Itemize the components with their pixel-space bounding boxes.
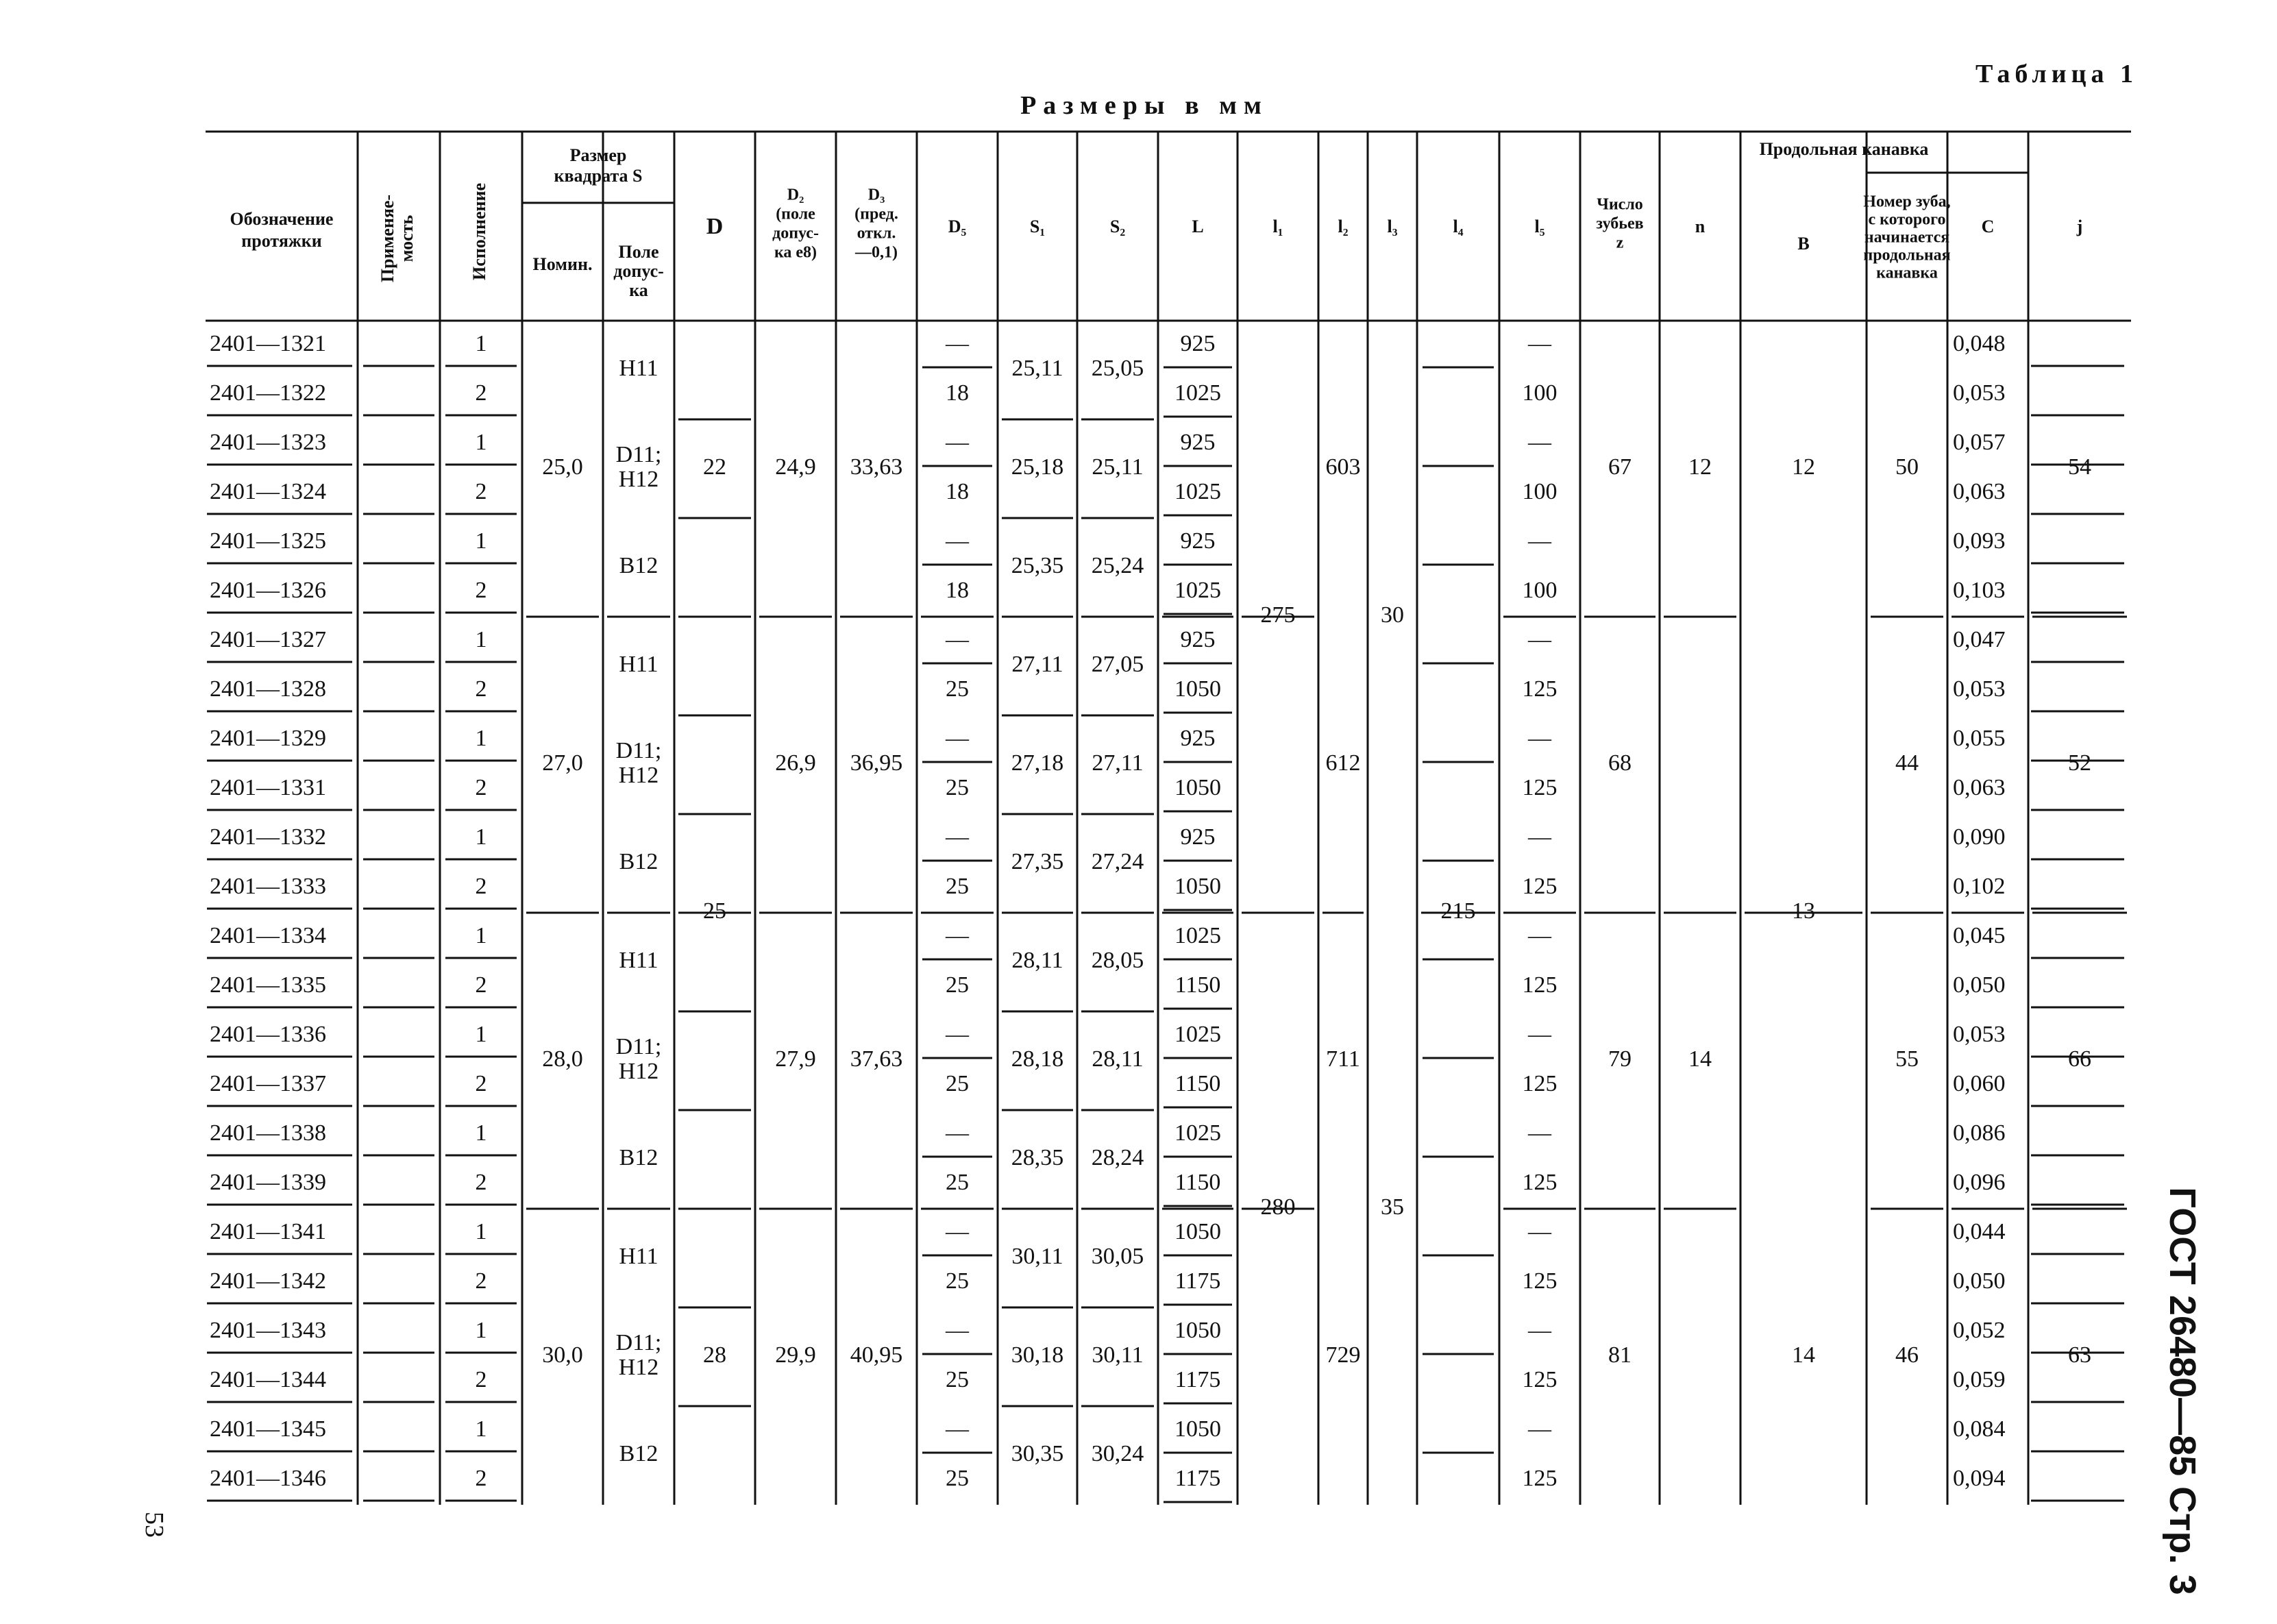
l-6: 1025	[1174, 577, 1221, 603]
l-8: 1050	[1174, 676, 1221, 702]
version-20: 2	[475, 1268, 487, 1294]
teeth-2: 68	[1608, 750, 1632, 776]
d5-9: —	[946, 725, 969, 751]
teeth-4: 81	[1608, 1342, 1632, 1368]
l5-10: 125	[1522, 774, 1558, 800]
d5-1: —	[946, 330, 969, 356]
designation-17: 2401—1338	[210, 1120, 326, 1146]
groove-start-2: 44	[1895, 750, 1919, 776]
l-4: 1025	[1174, 478, 1221, 504]
c-22: 0,059	[1953, 1366, 2006, 1392]
version-16: 2	[475, 1070, 487, 1096]
designation-20: 2401—1342	[210, 1268, 326, 1294]
tolerance-8-b: H12	[618, 1058, 659, 1084]
header-l: L	[1192, 216, 1204, 236]
header-nominal: Номин.	[532, 254, 593, 274]
groove-start-1: 50	[1895, 454, 1919, 480]
groove-start-3: 55	[1895, 1046, 1919, 1072]
d5-7: —	[946, 626, 969, 652]
s2-5: 27,11	[1092, 750, 1144, 776]
n-1: 12	[1688, 454, 1712, 480]
s1-12: 30,35	[1011, 1440, 1064, 1466]
c-23: 0,084	[1953, 1416, 2006, 1442]
tolerance-10: H11	[619, 1243, 659, 1269]
b-1: 12	[1792, 454, 1815, 480]
c-17: 0,086	[1953, 1120, 2006, 1146]
header-s1: S₁	[1029, 216, 1046, 236]
l3-1: 30	[1381, 602, 1404, 628]
d5-6: 18	[946, 577, 969, 603]
designation-7: 2401—1327	[210, 626, 326, 652]
dimensions-table	[206, 129, 2131, 1542]
s1-11: 30,18	[1011, 1342, 1064, 1368]
tolerance-11-b: H12	[618, 1354, 659, 1380]
d5-11: —	[946, 824, 969, 850]
header-tolerance-field-line-2: допус-	[613, 260, 664, 281]
version-24: 2	[475, 1465, 487, 1491]
l2-2: 612	[1325, 750, 1361, 776]
version-15: 1	[475, 1021, 487, 1047]
s1-9: 28,35	[1011, 1144, 1064, 1170]
header-j: j	[2076, 216, 2083, 236]
s2-7: 28,05	[1091, 947, 1144, 973]
designation-23: 2401—1345	[210, 1416, 326, 1442]
groove-start-4: 46	[1895, 1342, 1919, 1368]
d3-1: 33,63	[850, 454, 903, 480]
header-n: n	[1695, 216, 1706, 236]
header-l2: l₂	[1338, 216, 1349, 236]
d5-16: 25	[946, 1070, 969, 1096]
version-12: 2	[475, 873, 487, 899]
version-8: 2	[475, 676, 487, 702]
c-1: 0,048	[1953, 330, 2006, 356]
d5-21: —	[946, 1317, 969, 1343]
d5-5: —	[946, 528, 969, 554]
c-4: 0,063	[1953, 478, 2006, 504]
header-designation-line-2: протяжки	[241, 230, 322, 251]
c-19: 0,044	[1953, 1218, 2006, 1244]
version-17: 1	[475, 1120, 487, 1146]
l2-4: 729	[1325, 1342, 1361, 1368]
header-tolerance-field-line-3: ка	[629, 280, 648, 300]
l5-2: 100	[1522, 380, 1558, 406]
tolerance-7: H11	[619, 947, 659, 973]
designation-24: 2401—1346	[210, 1465, 326, 1491]
s1-4: 27,11	[1011, 651, 1063, 677]
version-6: 2	[475, 577, 487, 603]
l5-22: 125	[1522, 1366, 1558, 1392]
header-l1: l₁	[1272, 216, 1283, 236]
j-3: 66	[2068, 1046, 2091, 1072]
l5-4: 100	[1522, 478, 1558, 504]
header-d2-line-2: (поле	[776, 205, 815, 223]
designation-21: 2401—1343	[210, 1317, 326, 1343]
d-2: 25	[703, 898, 726, 924]
table-grid-lines	[206, 132, 2131, 1505]
c-13: 0,045	[1953, 922, 2006, 948]
tolerance-5-b: H12	[618, 762, 659, 788]
l5-24: 125	[1522, 1465, 1558, 1491]
header-groove: Продольная канавка	[1759, 138, 1929, 159]
header-groove-start-line-1: Номер зуба,	[1863, 193, 1951, 211]
s2-9: 28,24	[1091, 1144, 1144, 1170]
tolerance-4: H11	[619, 651, 659, 677]
header-d: D	[706, 213, 724, 239]
l5-9: —	[1528, 725, 1551, 751]
header-groove-start-line-4: продольная	[1863, 246, 1951, 264]
d3-4: 40,95	[850, 1342, 903, 1368]
d5-8: 25	[946, 676, 969, 702]
designation-8: 2401—1328	[210, 676, 326, 702]
designation-11: 2401—1332	[210, 824, 326, 850]
header-l5: l₅	[1534, 216, 1545, 236]
l5-21: —	[1528, 1317, 1551, 1343]
version-22: 2	[475, 1366, 487, 1392]
l5-11: —	[1528, 824, 1551, 850]
s1-7: 28,11	[1011, 947, 1063, 973]
designation-16: 2401—1337	[210, 1070, 326, 1096]
version-18: 2	[475, 1169, 487, 1195]
version-14: 2	[475, 972, 487, 998]
l5-17: —	[1528, 1120, 1551, 1146]
version-21: 1	[475, 1317, 487, 1343]
header-applicability-line-1: Применяе-	[377, 194, 397, 283]
d5-12: 25	[946, 873, 969, 899]
version-23: 1	[475, 1416, 487, 1442]
tolerance-2-a: D11;	[615, 441, 662, 467]
l-15: 1025	[1174, 1021, 1221, 1047]
header-tolerance-field-line-1: Поле	[618, 241, 659, 262]
c-21: 0,052	[1953, 1317, 2006, 1343]
l-18: 1150	[1174, 1169, 1221, 1195]
version-11: 1	[475, 824, 487, 850]
designation-18: 2401—1339	[210, 1169, 326, 1195]
d5-14: 25	[946, 972, 969, 998]
l-20: 1175	[1174, 1268, 1221, 1294]
header-d3-line-1: D₃	[867, 186, 885, 204]
d-3: 28	[703, 1342, 726, 1368]
l-12: 1050	[1174, 873, 1221, 899]
header-square-size-line-1: Размер	[569, 145, 627, 165]
d5-18: 25	[946, 1169, 969, 1195]
j-4: 63	[2068, 1342, 2091, 1368]
designation-12: 2401—1333	[210, 873, 326, 899]
s2-2: 25,11	[1092, 454, 1144, 480]
l2-3: 711	[1326, 1046, 1360, 1072]
tolerance-5-a: D11;	[615, 737, 662, 763]
l5-13: —	[1528, 922, 1551, 948]
n-2: 14	[1688, 1046, 1712, 1072]
l5-1: —	[1528, 330, 1551, 356]
table-header	[230, 139, 2083, 300]
s2-11: 30,11	[1092, 1342, 1144, 1368]
c-15: 0,053	[1953, 1021, 2006, 1047]
l-5: 925	[1180, 528, 1216, 554]
header-teeth-count-line-3: z	[1616, 234, 1624, 252]
version-1: 1	[475, 330, 487, 356]
d5-2: 18	[946, 380, 969, 406]
l5-5: —	[1528, 528, 1551, 554]
l-13: 1025	[1174, 922, 1221, 948]
c-8: 0,053	[1953, 676, 2006, 702]
header-d3-line-3: откл.	[857, 224, 896, 243]
c-12: 0,102	[1953, 873, 2006, 899]
header-d2-line-1: D₂	[787, 186, 804, 204]
teeth-1: 67	[1608, 454, 1632, 480]
s1-1: 25,11	[1011, 355, 1063, 381]
l5-19: —	[1528, 1218, 1551, 1244]
version-4: 2	[475, 478, 487, 504]
l-3: 925	[1180, 429, 1216, 455]
tolerance-8-a: D11;	[615, 1033, 662, 1059]
l-24: 1175	[1174, 1465, 1221, 1491]
l-11: 925	[1180, 824, 1216, 850]
b-3: 14	[1792, 1342, 1815, 1368]
table-label: Таблица 1	[1975, 60, 2138, 88]
c-16: 0,060	[1953, 1070, 2006, 1096]
header-l4: l₄	[1453, 216, 1464, 236]
tolerance-1: H11	[619, 355, 659, 381]
s1-5: 27,18	[1011, 750, 1064, 776]
tolerance-9: B12	[619, 1144, 659, 1170]
s1-2: 25,18	[1011, 454, 1064, 480]
c-14: 0,050	[1953, 972, 2006, 998]
d3-2: 36,95	[850, 750, 903, 776]
l5-16: 125	[1522, 1070, 1558, 1096]
d5-3: —	[946, 429, 969, 455]
d5-22: 25	[946, 1366, 969, 1392]
c-20: 0,050	[1953, 1268, 2006, 1294]
j-1: 54	[2068, 454, 2091, 480]
c-6: 0,103	[1953, 577, 2006, 603]
l-1: 925	[1180, 330, 1216, 356]
tolerance-6: B12	[619, 848, 659, 874]
designation-2: 2401—1322	[210, 380, 326, 406]
designation-1: 2401—1321	[210, 330, 326, 356]
nominal-3: 28,0	[542, 1046, 583, 1072]
version-7: 1	[475, 626, 487, 652]
l5-3: —	[1528, 429, 1551, 455]
designation-13: 2401—1334	[210, 922, 326, 948]
l5-12: 125	[1522, 873, 1558, 899]
designation-19: 2401—1341	[210, 1218, 326, 1244]
d5-23: —	[946, 1416, 969, 1442]
d5-4: 18	[946, 478, 969, 504]
l-10: 1050	[1174, 774, 1221, 800]
b-2: 13	[1792, 898, 1815, 924]
header-applicability-line-2: мость	[396, 214, 417, 262]
d5-17: —	[946, 1120, 969, 1146]
header-designation-line-1: Обозначение	[230, 208, 334, 229]
designation-6: 2401—1326	[210, 577, 326, 603]
l1-1: 275	[1260, 602, 1296, 628]
s2-1: 25,05	[1091, 355, 1144, 381]
version-3: 1	[475, 429, 487, 455]
d2-1: 24,9	[775, 454, 816, 480]
s1-6: 27,35	[1011, 848, 1064, 874]
header-d3-line-4: —0,1)	[855, 243, 898, 262]
l5-18: 125	[1522, 1169, 1558, 1195]
designation-15: 2401—1336	[210, 1021, 326, 1047]
c-11: 0,090	[1953, 824, 2006, 850]
d2-2: 26,9	[775, 750, 816, 776]
l3-2: 35	[1381, 1194, 1404, 1220]
l5-14: 125	[1522, 972, 1558, 998]
teeth-3: 79	[1608, 1046, 1632, 1072]
designation-3: 2401—1323	[210, 429, 326, 455]
s2-6: 27,24	[1091, 848, 1144, 874]
nominal-2: 27,0	[542, 750, 583, 776]
c-5: 0,093	[1953, 528, 2006, 554]
l5-7: —	[1528, 626, 1551, 652]
tolerance-11-a: D11;	[615, 1329, 662, 1355]
l5-6: 100	[1522, 577, 1558, 603]
c-24: 0,094	[1953, 1465, 2006, 1491]
l5-20: 125	[1522, 1268, 1558, 1294]
l5-23: —	[1528, 1416, 1551, 1442]
s2-10: 30,05	[1091, 1243, 1144, 1269]
header-d2-line-3: допус-	[772, 224, 819, 243]
header-s2: S₂	[1109, 216, 1126, 236]
header-b: B	[1797, 233, 1810, 254]
s2-3: 25,24	[1091, 552, 1144, 578]
s2-12: 30,24	[1091, 1440, 1144, 1466]
version-5: 1	[475, 528, 487, 554]
d5-20: 25	[946, 1268, 969, 1294]
d2-3: 27,9	[775, 1046, 816, 1072]
l5-8: 125	[1522, 676, 1558, 702]
designation-10: 2401—1331	[210, 774, 326, 800]
l-21: 1050	[1174, 1317, 1221, 1343]
l1-2: 280	[1260, 1194, 1296, 1220]
header-d5: D₅	[948, 216, 967, 236]
l-16: 1150	[1174, 1070, 1221, 1096]
l2-1: 603	[1325, 454, 1361, 480]
version-9: 1	[475, 725, 487, 751]
version-2: 2	[475, 380, 487, 406]
d3-3: 37,63	[850, 1046, 903, 1072]
standard-side-label	[2124, 1158, 2241, 1624]
header-groove-start-line-5: канавка	[1876, 264, 1938, 282]
nominal-4: 30,0	[542, 1342, 583, 1368]
s1-10: 30,11	[1011, 1243, 1063, 1269]
designation-4: 2401—1324	[210, 478, 326, 504]
l-22: 1175	[1174, 1366, 1221, 1392]
d5-15: —	[946, 1021, 969, 1047]
header-square-size-line-2: квадрата S	[554, 165, 643, 186]
header-version: Исполнение	[469, 182, 489, 281]
version-13: 1	[475, 922, 487, 948]
nominal-1: 25,0	[542, 454, 583, 480]
d5-19: —	[946, 1218, 969, 1244]
header-teeth-count-line-1: Число	[1597, 195, 1643, 214]
d-1: 22	[703, 454, 726, 480]
tolerance-2-b: H12	[618, 466, 659, 492]
d5-10: 25	[946, 774, 969, 800]
version-19: 1	[475, 1218, 487, 1244]
l-23: 1050	[1174, 1416, 1221, 1442]
l5-15: —	[1528, 1021, 1551, 1047]
tolerance-12: B12	[619, 1440, 659, 1466]
l4: 215	[1440, 898, 1476, 924]
c-3: 0,057	[1953, 429, 2006, 455]
header-applicability	[378, 195, 417, 282]
l-19: 1050	[1174, 1218, 1221, 1244]
page-number: 53	[140, 1512, 169, 1538]
s1-8: 28,18	[1011, 1046, 1064, 1072]
header-groove-start-line-2: с которого	[1868, 210, 1946, 229]
c-7: 0,047	[1953, 626, 2006, 652]
l-9: 925	[1180, 725, 1216, 751]
d5-24: 25	[946, 1465, 969, 1491]
header-c: C	[1981, 216, 1995, 236]
d2-4: 29,9	[775, 1342, 816, 1368]
designation-22: 2401—1344	[210, 1366, 326, 1392]
l-17: 1025	[1174, 1120, 1221, 1146]
header-d3-line-2: (пред.	[854, 205, 898, 223]
s1-3: 25,35	[1011, 552, 1064, 578]
tolerance-3: B12	[619, 552, 659, 578]
designation-5: 2401—1325	[210, 528, 326, 554]
header-groove-start-line-3: начинается	[1864, 228, 1950, 247]
header-l3: l₃	[1387, 216, 1398, 236]
l-14: 1150	[1174, 972, 1221, 998]
header-d2-line-4: ка е8)	[774, 243, 817, 262]
designation-14: 2401—1335	[210, 972, 326, 998]
version-10: 2	[475, 774, 487, 800]
s2-8: 28,11	[1092, 1046, 1144, 1072]
sizes-caption: Размеры в мм	[1020, 91, 1268, 120]
c-9: 0,055	[1953, 725, 2006, 751]
page-number-box	[130, 1494, 178, 1555]
designation-9: 2401—1329	[210, 725, 326, 751]
standard-code: ГОСТ 26480—85 Стр. 3	[2162, 1187, 2203, 1595]
d5-13: —	[946, 922, 969, 948]
c-2: 0,053	[1953, 380, 2006, 406]
j-2: 52	[2068, 750, 2091, 776]
l-7: 925	[1180, 626, 1216, 652]
l-2: 1025	[1174, 380, 1221, 406]
header-teeth-count-line-2: зубьев	[1596, 214, 1644, 233]
c-10: 0,063	[1953, 774, 2006, 800]
table-body	[210, 331, 2091, 1491]
c-18: 0,096	[1953, 1169, 2006, 1195]
s2-4: 27,05	[1091, 651, 1144, 677]
